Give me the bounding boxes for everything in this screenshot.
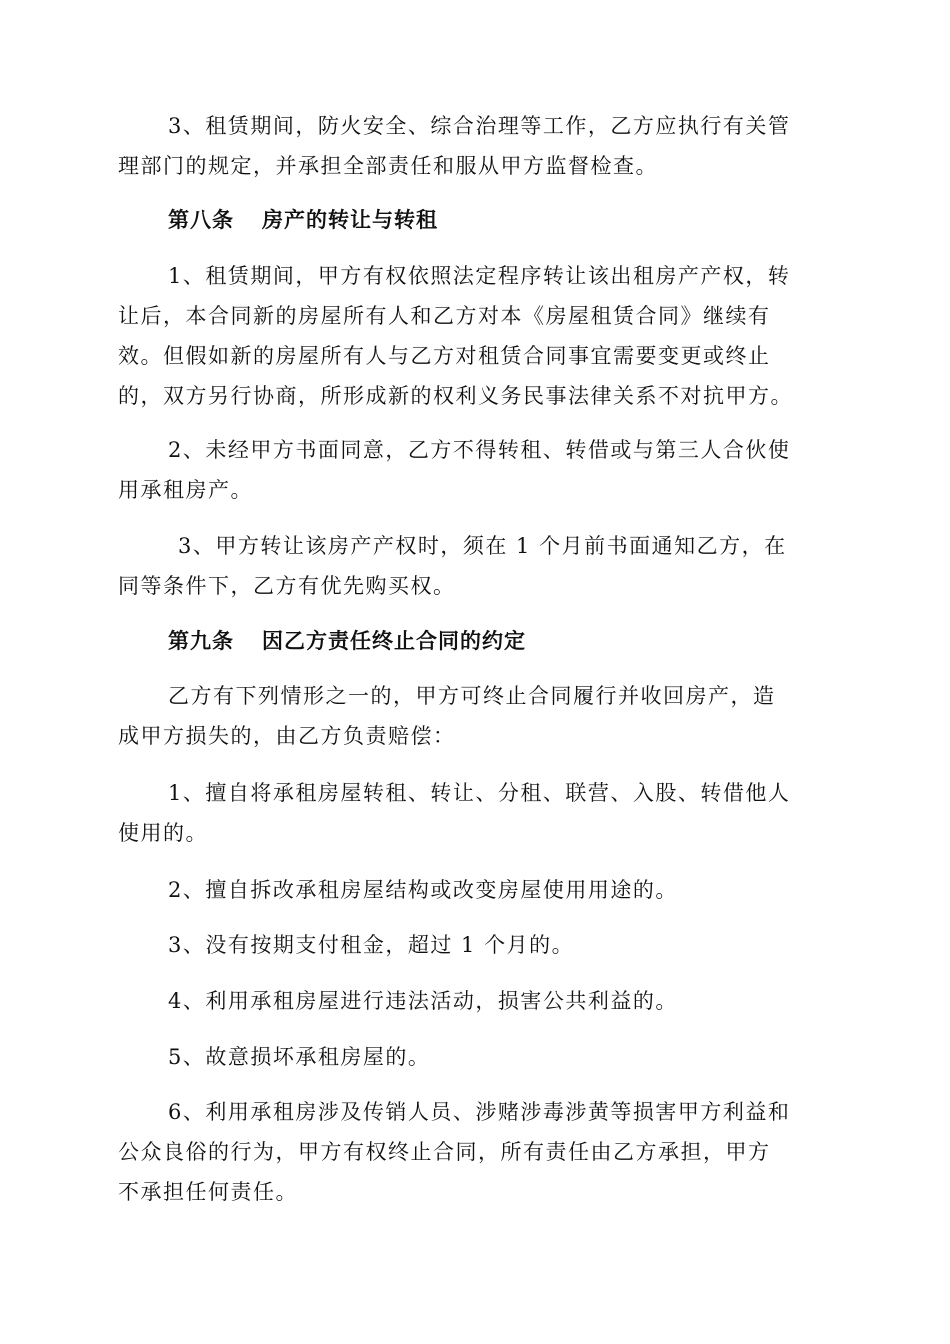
text-line: 使用的。 [118,821,208,845]
paragraph-termination-intro [118,676,832,756]
text-line: 效。但假如新的房屋所有人与乙方对租赁合同事宜需要变更或终止 [118,344,771,368]
text-line: 用承租房产。 [118,478,253,502]
heading-number: 第八条 [168,208,234,232]
text-line: 3、租赁期间，防火安全、综合治理等工作，乙方应执行有关管 [168,114,791,138]
heading-title: 房产的转让与转租 [262,208,438,232]
text-line: 2、未经甲方书面同意，乙方不得转租、转借或与第三人合伙使 [168,438,791,462]
heading-article-9 [168,621,526,661]
text-line: 1、租赁期间，甲方有权依照法定程序转让该出租房产产权，转 [168,264,791,288]
text-line: 乙方有下列情形之一的，甲方可终止合同履行并收回房产，造 [168,684,776,708]
paragraph-transfer-clause-1 [118,256,832,416]
text-line: 同等条件下，乙方有优先购买权。 [118,574,456,598]
paragraph-termination-item-1 [118,773,832,853]
paragraph-termination-item-6 [118,1092,832,1212]
paragraph-termination-item-5 [118,1037,832,1077]
text-line: 理部门的规定，并承担全部责任和服从甲方监督检查。 [118,154,658,178]
text-line: 6、利用承租房涉及传销人员、涉赌涉毒涉黄等损害甲方利益和 [168,1100,791,1124]
paragraph-transfer-clause-3 [118,526,832,606]
text-line: 2、擅自拆改承租房屋结构或改变房屋使用用途的。 [168,878,678,902]
text-line: 不承担任何责任。 [118,1180,298,1204]
text-line: 3、没有按期支付租金，超过 1 个月的。 [168,933,575,957]
text-line: 1、擅自将承租房屋转租、转让、分租、联营、入股、转借他人 [168,781,791,805]
heading-number: 第九条 [168,629,234,653]
heading-title: 因乙方责任终止合同的约定 [262,629,526,653]
text-line: 成甲方损失的，由乙方负责赔偿： [118,724,456,748]
paragraph-transfer-clause-2 [118,430,832,510]
text-line: 4、利用承租房屋进行违法活动，损害公共利益的。 [168,989,678,1013]
text-line: 公众良俗的行为，甲方有权终止合同，所有责任由乙方承担，甲方 [118,1140,771,1164]
paragraph-termination-item-4 [118,981,832,1021]
paragraph-termination-item-3 [118,925,832,965]
paragraph-safety-clause [118,106,832,186]
text-line: 5、故意损坏承租房屋的。 [168,1045,431,1069]
text-line: 3、甲方转让该房产产权时，须在 1 个月前书面通知乙方，在 [178,534,787,558]
text-line: 的，双方另行协商，所形成新的权利义务民事法律关系不对抗甲方。 [118,384,793,408]
paragraph-termination-item-2 [118,870,832,910]
text-line: 让后，本合同新的房屋所有人和乙方对本《房屋租赁合同》继续有 [118,304,771,328]
heading-article-8 [168,200,438,240]
